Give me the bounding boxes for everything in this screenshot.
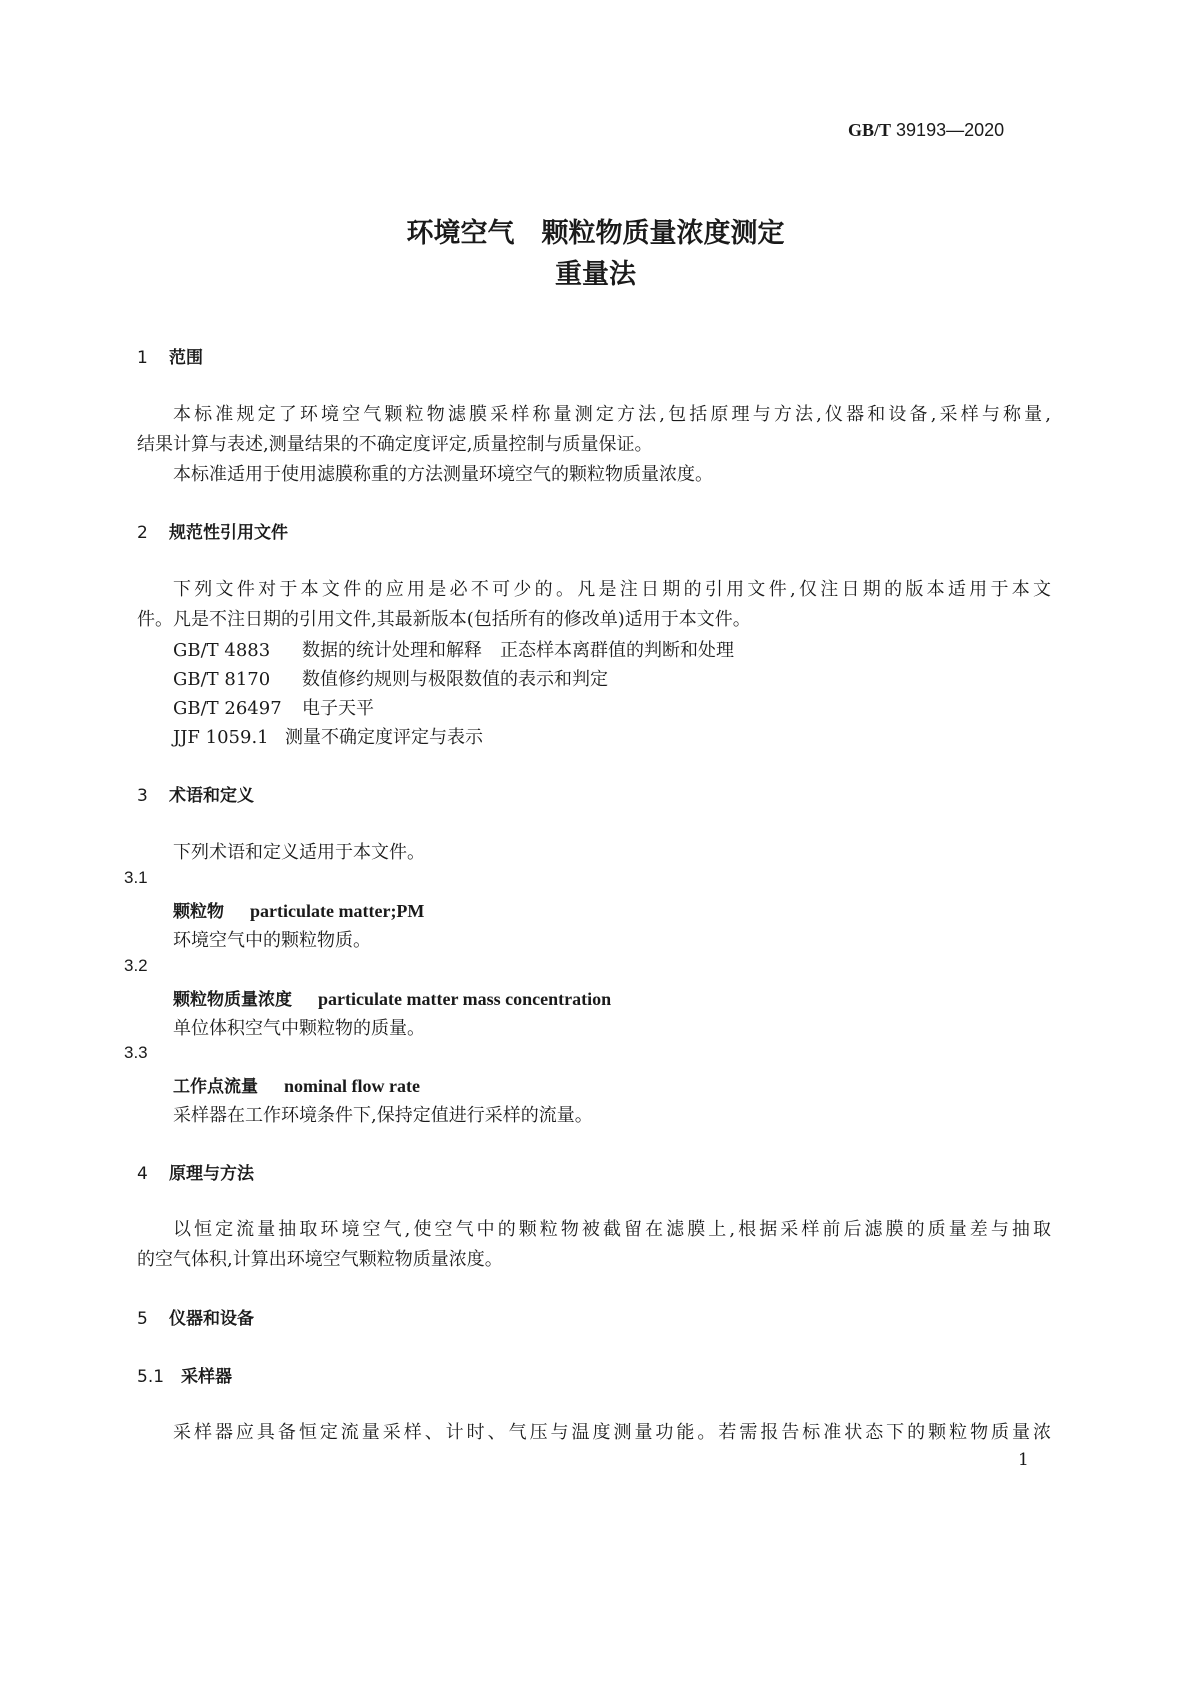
section-1-heading	[137, 343, 203, 368]
reference-item	[173, 665, 608, 691]
reference-title: 测量不确定度评定与表示	[285, 727, 483, 748]
paragraph-line: 采样器应具备恒定流量采样、计时、气压与温度测量功能。若需报告标准状态下的颗粒物质量浓	[173, 1422, 1051, 1443]
reference-title: 数值修约规则与极限数值的表示和判定	[302, 669, 608, 690]
section-title: 原理与方法	[169, 1164, 254, 1184]
subsection-5-1-heading	[137, 1362, 232, 1387]
reference-title: 数据的统计处理和解释 正态样本离群值的判断和处理	[302, 640, 734, 661]
section-3-heading	[137, 781, 254, 806]
section-number: 1	[137, 348, 148, 368]
subsection-title: 采样器	[181, 1367, 232, 1387]
term-english: particulate matter;PM	[250, 901, 425, 921]
section-number: 2	[137, 523, 148, 543]
section-title: 术语和定义	[169, 786, 254, 806]
paragraph-line: 结果计算与表述,测量结果的不确定度评定,质量控制与质量保证。	[137, 434, 653, 455]
document-subtitle: 重量法	[555, 259, 636, 290]
term-english: particulate matter mass concentration	[318, 989, 612, 1009]
section-number: 5	[137, 1309, 148, 1329]
section-title: 仪器和设备	[169, 1309, 254, 1329]
paragraph-line: 下列文件对于本文件的应用是必不可少的。凡是注日期的引用文件,仅注日期的版本适用于本文	[173, 579, 1051, 600]
reference-code: GB/T 8170	[173, 669, 271, 690]
subsection-number: 5.1	[137, 1367, 165, 1387]
paragraph-line: 本标准规定了环境空气颗粒物滤膜采样称量测定方法,包括原理与方法,仪器和设备,采样与称量,	[173, 404, 1051, 425]
term-entry	[173, 1072, 420, 1097]
section-number: 3	[137, 786, 148, 806]
paragraph-line: 以恒定流量抽取环境空气,使空气中的颗粒物被截留在滤膜上,根据采样前后滤膜的质量差与抽取	[173, 1219, 1051, 1240]
reference-item	[173, 694, 374, 720]
standard-code: 39193—2020	[896, 120, 1005, 140]
paragraph: 下列术语和定义适用于本文件。	[173, 842, 425, 863]
reference-code: JJF 1059.1	[173, 727, 269, 748]
section-2-heading	[137, 518, 288, 543]
reference-code: GB/T 4883	[173, 640, 271, 661]
term-chinese: 颗粒物质量浓度	[173, 990, 292, 1010]
paragraph: 本标准适用于使用滤膜称重的方法测量环境空气的颗粒物质量浓度。	[173, 464, 713, 485]
section-5-heading	[137, 1304, 254, 1329]
term-entry	[173, 897, 424, 922]
standard-number	[848, 120, 1004, 141]
term-definition: 采样器在工作环境条件下,保持定值进行采样的流量。	[173, 1105, 593, 1126]
reference-title: 电子天平	[302, 698, 374, 719]
term-english: nominal flow rate	[284, 1076, 420, 1096]
term-definition: 单位体积空气中颗粒物的质量。	[173, 1018, 425, 1039]
reference-item	[173, 636, 734, 662]
section-title: 规范性引用文件	[169, 523, 288, 543]
term-definition: 环境空气中的颗粒物质。	[173, 930, 371, 951]
reference-code: GB/T 26497	[173, 698, 282, 719]
term-number: 3.3	[124, 1043, 148, 1062]
paragraph-line: 件。凡是不注日期的引用文件,其最新版本(包括所有的修改单)适用于本文件。	[137, 609, 751, 630]
section-title: 范围	[169, 348, 203, 368]
section-number: 4	[137, 1164, 148, 1184]
page-number: 1	[1018, 1450, 1029, 1470]
term-entry	[173, 985, 611, 1010]
term-chinese: 颗粒物	[173, 902, 224, 922]
reference-item	[173, 723, 483, 749]
standard-prefix: GB/T	[848, 120, 892, 140]
term-number: 3.2	[124, 956, 148, 975]
term-number: 3.1	[124, 868, 148, 887]
paragraph-line: 的空气体积,计算出环境空气颗粒物质量浓度。	[137, 1249, 503, 1270]
section-4-heading	[137, 1159, 254, 1184]
document-title: 环境空气 颗粒物质量浓度测定	[406, 218, 785, 249]
term-chinese: 工作点流量	[173, 1077, 258, 1097]
